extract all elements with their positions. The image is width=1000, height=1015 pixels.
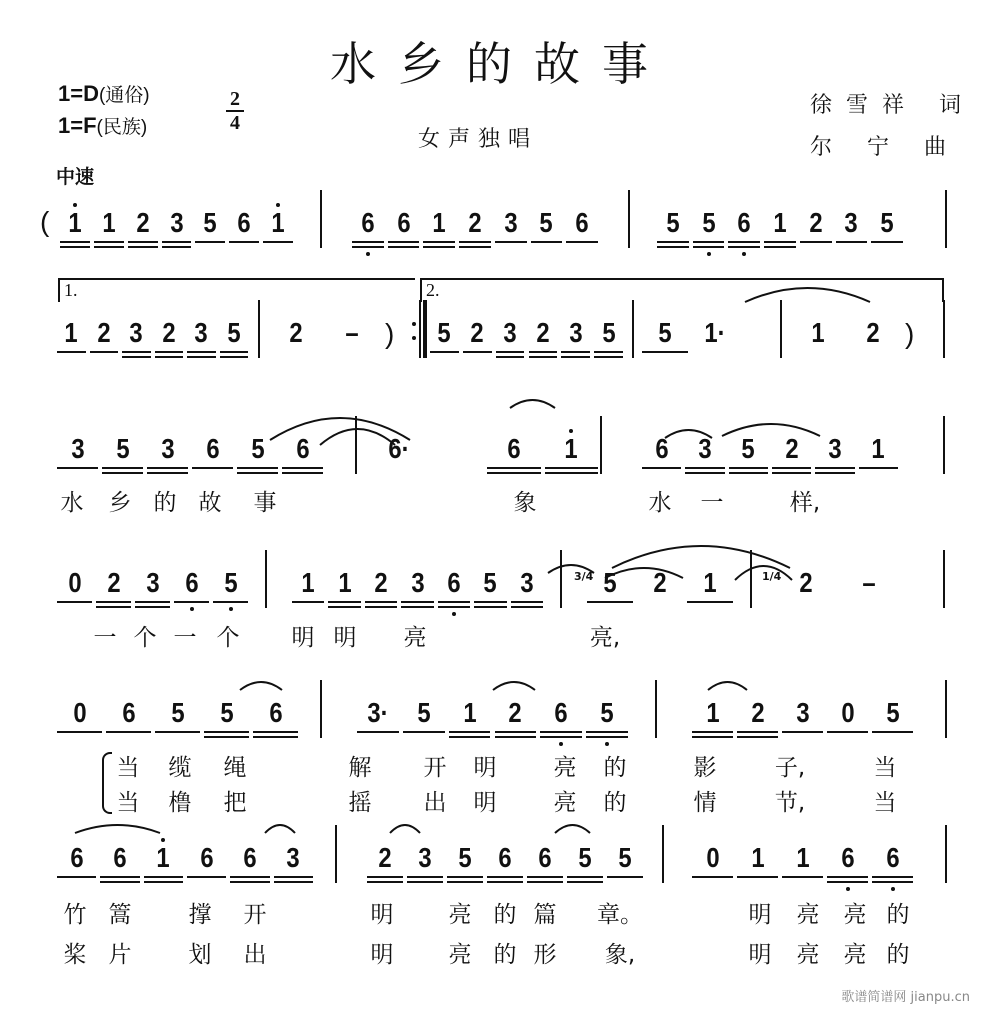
note: 2 (97, 317, 111, 348)
lyric-char: 亮 (843, 902, 867, 928)
note: 6 (498, 842, 512, 873)
note: 6 (205, 433, 220, 464)
note: 3 (410, 567, 425, 598)
note: 5 (219, 697, 234, 728)
lyric-char: 绳 (223, 755, 247, 781)
lyric-char: 亮 (553, 790, 577, 816)
note: 5 (618, 842, 632, 873)
note: – (862, 567, 876, 598)
note: 2 (106, 567, 121, 598)
lyric-char: 乡 (108, 490, 132, 516)
lyric-char: 的 (153, 490, 177, 516)
lyric-char: 缆 (168, 755, 192, 781)
note: 2 (470, 317, 484, 348)
lyric-char: 水 (60, 490, 84, 516)
note: 6 (655, 433, 669, 464)
lyric-char: 个 (133, 625, 157, 651)
note: 3 (828, 433, 842, 464)
slur (612, 546, 790, 568)
lyric-char: 竹 (63, 902, 87, 928)
lyric-char: 亮 (843, 942, 867, 968)
lyric-char: 篇 (533, 902, 557, 928)
note: 2 (289, 317, 303, 348)
note: 6 (396, 207, 411, 238)
lyricist-credit: 徐雪祥 词 (810, 93, 975, 118)
slur (240, 682, 282, 690)
note: 1 (773, 207, 787, 238)
note: 5 (539, 207, 554, 238)
note: 1 (68, 207, 82, 238)
lyric-char: 亮, (589, 625, 621, 651)
note: 6 (885, 842, 900, 873)
slur (605, 568, 683, 578)
note: 1 (705, 697, 720, 728)
volta-second-label: 2. (426, 280, 440, 300)
lyric-char: 象, (604, 942, 636, 968)
lyric-char: 的 (603, 790, 627, 816)
lyric-char: 橹 (168, 790, 192, 816)
note: 6 (200, 842, 214, 873)
lyric-char: 明 (333, 625, 357, 651)
slur (555, 825, 590, 833)
note: 5 (741, 433, 755, 464)
lyric-char: 形 (533, 942, 557, 968)
lyric-char: 明 (748, 902, 772, 928)
slur (320, 429, 395, 445)
open-paren: ( (40, 206, 50, 237)
note: 3 (160, 433, 175, 464)
lyric-char: 水 (648, 490, 672, 516)
lyric-char: 章。 (597, 902, 643, 928)
slur (735, 566, 792, 580)
key-popular-value: 1=D (58, 81, 99, 106)
note: 5 (701, 207, 716, 238)
slur (265, 825, 295, 833)
note: 5 (658, 317, 672, 348)
note: 6 (554, 697, 568, 728)
slur (548, 565, 594, 573)
note: 3 (70, 433, 85, 464)
slur (270, 418, 410, 440)
note: 1 (301, 567, 315, 598)
note: 3 (520, 567, 534, 598)
lyric-char: 情 (693, 790, 717, 816)
note: 5 (603, 567, 617, 598)
song-title: 水乡的故事 (330, 37, 670, 91)
note: 5 (483, 567, 497, 598)
lyric-char: 亮 (403, 625, 427, 651)
note: 1 (102, 207, 116, 238)
volta-first-label: 1. (64, 280, 78, 300)
key-folk-value: 1=F (58, 113, 97, 138)
lyric-char: 亮 (796, 942, 820, 968)
close-paren: ) (385, 318, 395, 349)
lyric-char: 划 (188, 942, 212, 968)
note: 6 (184, 567, 199, 598)
lyric-char: 片 (108, 942, 132, 968)
note: 1 (564, 433, 578, 464)
lyric-char: 撑 (188, 902, 212, 928)
note: 5 (115, 433, 130, 464)
note: 2 (536, 317, 550, 348)
close-paren-2: ) (905, 318, 915, 349)
note: 5 (437, 317, 452, 348)
note: 5 (666, 207, 680, 238)
lyric-char: 明 (370, 902, 394, 928)
lyric-char: 的 (493, 902, 517, 928)
note: 6 (268, 697, 283, 728)
note: 6 (121, 697, 136, 728)
lyric-char: 的 (886, 902, 910, 928)
note: 1 (795, 842, 810, 873)
time-change-1-4: 1/4 (762, 570, 782, 583)
note: 2 (653, 567, 667, 598)
note: 3 (194, 317, 208, 348)
tempo-marking: 中速 (56, 166, 95, 188)
lyric-char: 节, (774, 790, 806, 816)
slur (708, 682, 747, 690)
time-sig-top: 2 (226, 88, 244, 112)
note: 5 (885, 697, 900, 728)
note: 3 (418, 842, 432, 873)
lyric-char: 的 (603, 755, 627, 781)
note: 6 (575, 207, 589, 238)
note: 6 (737, 207, 751, 238)
note: 3 (286, 842, 300, 873)
note: 3 (145, 567, 160, 598)
note: 3 (844, 207, 859, 238)
slur (510, 400, 555, 408)
lyric-char: 亮 (553, 755, 577, 781)
lyric-char: 解 (348, 755, 372, 781)
note: 1 (64, 317, 78, 348)
lyric-char: 亮 (448, 942, 472, 968)
lyric-char: 摇 (348, 790, 372, 816)
lyric-char: 一 (93, 625, 117, 651)
lyric-char: 事 (253, 490, 277, 516)
slur (665, 430, 712, 438)
note: 2 (162, 317, 176, 348)
note: 6 (243, 842, 257, 873)
time-change-3-4: 3/4 (574, 570, 594, 583)
slur (75, 825, 160, 833)
note: 2 (785, 433, 799, 464)
note: 1 (271, 207, 285, 238)
note: 6· (388, 433, 410, 464)
note: 0 (72, 697, 87, 728)
note: 5 (880, 207, 894, 238)
lyric-char: 当 (873, 790, 897, 816)
lyric-char: 明 (473, 755, 497, 781)
lyric-char: 故 (198, 490, 222, 516)
slur (745, 288, 870, 302)
note: 0 (705, 842, 720, 873)
note: 6 (113, 842, 127, 873)
note: 0 (67, 567, 82, 598)
note: 5 (417, 697, 431, 728)
note: 1· (704, 317, 726, 348)
note: 5 (227, 317, 241, 348)
note: 0 (840, 697, 855, 728)
lyric-char: 明 (748, 942, 772, 968)
note: 6 (361, 207, 375, 238)
lyric-char: 样, (789, 490, 821, 516)
note: 3 (795, 697, 810, 728)
lyric-char: 象 (513, 490, 537, 516)
lyric-char: 亮 (796, 902, 820, 928)
lyric-char: 开 (423, 755, 447, 781)
note: 6 (538, 842, 552, 873)
lyric-char: 明 (291, 625, 315, 651)
time-sig-bottom: 4 (230, 112, 240, 134)
note: 3· (367, 697, 389, 728)
note: 2 (136, 207, 150, 238)
lyric-char: 当 (873, 755, 897, 781)
note: 2 (508, 697, 523, 728)
lyric-char: 个 (216, 625, 240, 651)
watermark: 歌谱简谱网 jianpu.cn (841, 990, 970, 1005)
note: 6 (840, 842, 855, 873)
lyric-char: 子, (774, 755, 806, 781)
note: 2 (374, 567, 388, 598)
note: 2 (750, 697, 765, 728)
note: 2 (378, 842, 392, 873)
note: 2 (865, 317, 880, 348)
lyric-char: 一 (700, 490, 724, 516)
key-folk-note: (民族) (96, 117, 148, 138)
note: 3 (503, 317, 517, 348)
note: 3 (129, 317, 143, 348)
note: 1 (750, 842, 765, 873)
lyric-char: 亮 (448, 902, 472, 928)
note: 1 (703, 567, 717, 598)
lyric-char: 的 (886, 942, 910, 968)
lyric-char: 桨 (63, 942, 87, 968)
lyric-char: 当 (116, 790, 140, 816)
note: 5 (458, 842, 472, 873)
lyric-char: 一 (173, 625, 197, 651)
note: 6 (237, 207, 251, 238)
note: 3 (504, 207, 518, 238)
note: 6 (70, 842, 84, 873)
note: 5 (601, 317, 616, 348)
note: 3 (169, 207, 184, 238)
lyric-char: 的 (493, 942, 517, 968)
note: 5 (600, 697, 614, 728)
note: 2 (809, 207, 823, 238)
lyric-char: 明 (473, 790, 497, 816)
note: 1 (338, 567, 352, 598)
note: 5 (170, 697, 185, 728)
slur (722, 424, 820, 436)
note: 6 (295, 433, 310, 464)
note: 1 (156, 842, 170, 873)
lyric-char: 开 (243, 902, 267, 928)
key-popular-note: (通俗) (98, 85, 150, 106)
note: 3 (569, 317, 583, 348)
note: 2 (468, 207, 482, 238)
lyric-char: 当 (116, 755, 140, 781)
note: 2 (799, 567, 813, 598)
lyric-char: 把 (223, 790, 247, 816)
slur (390, 825, 420, 833)
lyric-char: 出 (423, 790, 447, 816)
note: 1 (462, 697, 477, 728)
note: 6 (447, 567, 461, 598)
lyric-char: 影 (693, 755, 717, 781)
lyric-char: 出 (243, 942, 267, 968)
note: 5 (578, 842, 592, 873)
lyric-char: 篙 (108, 902, 132, 928)
note: 5 (223, 567, 238, 598)
note: 6 (507, 433, 521, 464)
note: 1 (432, 207, 446, 238)
slur (493, 682, 535, 690)
performance-type: 女声独唱 (418, 127, 539, 152)
note: – (345, 317, 359, 348)
note: 3 (698, 433, 712, 464)
note: 1 (871, 433, 885, 464)
note: 1 (810, 317, 825, 348)
lyric-char: 明 (370, 942, 394, 968)
note: 5 (203, 207, 217, 238)
note: 5 (250, 433, 265, 464)
composer-credit: 尔 宁 曲 (810, 135, 960, 160)
